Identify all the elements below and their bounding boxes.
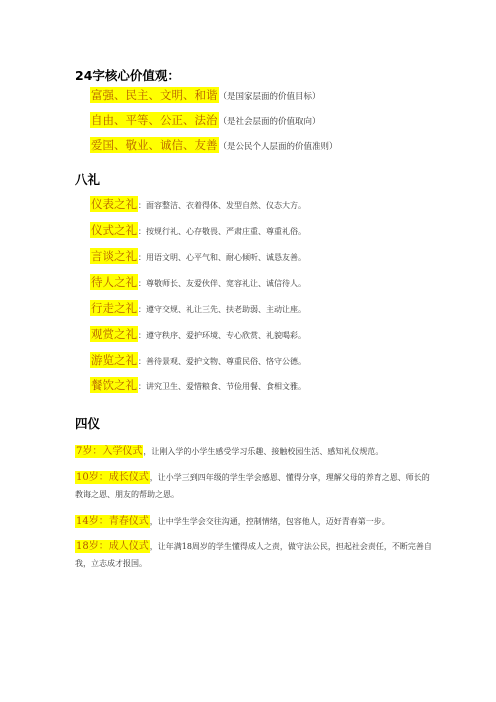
etiquette-sep-5: ： (138, 305, 146, 314)
etiquette-desc-6: 遵守秩序、爱护环境、专心欣赏、礼貌喝彩。 (146, 331, 306, 340)
value-line-1 (90, 88, 321, 104)
value-key-1: 富强、民主、文明、和谐 (91, 88, 218, 102)
etiquette-key-6: 观赏之礼 (91, 327, 137, 341)
etiquette-sep-6: ： (138, 331, 146, 340)
rite-key-2: 10岁：成长仪式 (76, 472, 149, 483)
rite-para-4 (75, 539, 437, 572)
value-note-2: （是社会层面的价值取向） (218, 117, 321, 127)
rite-sep-3: ， (149, 517, 158, 526)
value-line-3 (90, 138, 338, 154)
rite-para-1 (75, 444, 437, 461)
rite-sep-2: ， (149, 473, 158, 482)
etiquette-key-1: 仪表之礼 (91, 197, 137, 211)
value-key-2: 自由、平等、公正、法治 (91, 113, 218, 127)
etiquette-key-8: 餐饮之礼 (91, 378, 137, 392)
etiquette-sep-3: ： (138, 253, 146, 262)
values-title: 24字核心价值观： (75, 68, 180, 83)
rite-para-2 (75, 470, 437, 503)
etiquette-line-8 (90, 378, 306, 394)
rite-para-3 (75, 514, 437, 531)
etiquette-sep-4: ： (138, 279, 146, 288)
etiquette-desc-8: 讲究卫生、爱惜粮食、节俭用餐、食相文雅。 (146, 382, 306, 391)
etiquette-desc-4: 尊敬师长、友爱伙伴、宽容礼让、诚信待人。 (146, 279, 306, 288)
etiquette-sep-1: ： (138, 201, 146, 210)
rites-title: 四仪 (75, 416, 101, 431)
value-note-1: （是国家层面的价值目标） (218, 92, 321, 102)
etiquette-desc-1: 面容整洁、衣着得体、发型自然、仪态大方。 (146, 201, 306, 210)
etiquette-line-7 (90, 353, 306, 369)
value-note-3: （是公民个人层面的价值准则） (218, 142, 338, 152)
rite-key-1: 7岁：入学仪式 (76, 446, 143, 457)
etiquette-key-3: 言谈之礼 (91, 249, 137, 263)
etiquette-sep-7: ： (138, 357, 146, 366)
etiquette-line-4 (90, 275, 306, 291)
rite-key-4: 18岁：成人仪式 (76, 541, 149, 552)
etiquette-desc-5: 遵守交规、礼让三先、扶老助弱、主动让座。 (146, 305, 306, 314)
rite-desc-4: 让年满18周岁的学生懂得成人之责，做守法公民，担起社会责任，不断完善自我，立志成才报国。 (75, 542, 432, 568)
etiquette-key-5: 行走之礼 (91, 301, 137, 315)
rite-sep-4: ， (149, 542, 158, 551)
etiquette-key-7: 游览之礼 (91, 353, 137, 367)
etiquette-sep-2: ： (138, 227, 146, 236)
etiquette-desc-7: 善待景观、爱护文物、尊重民俗、恪守公德。 (146, 357, 306, 366)
rite-desc-3: 让中学生学会交往沟通，控制情绪，包容他人，迈好青春第一步。 (157, 517, 390, 526)
etiquette-line-1 (90, 197, 306, 213)
value-line-2 (90, 113, 321, 129)
etiquette-key-4: 待人之礼 (91, 275, 137, 289)
rite-desc-2: 让小学三到四年级的学生学会感恩、懂得分享，理解父母的养育之恩、师长的教诲之恩、朋友的帮助之恩。 (75, 473, 430, 499)
etiquette-desc-2: 按规行礼、心存敬畏、严肃庄重、尊重礼俗。 (146, 227, 306, 236)
rite-key-3: 14岁：青春仪式 (76, 516, 149, 527)
rite-sep-1: ， (143, 447, 152, 456)
etiquette-title: 八礼 (75, 172, 101, 187)
etiquette-key-2: 仪式之礼 (91, 223, 137, 237)
etiquette-sep-8: ： (138, 382, 146, 391)
etiquette-line-5 (90, 301, 306, 317)
etiquette-line-6 (90, 327, 306, 343)
etiquette-line-3 (90, 249, 306, 265)
rite-desc-1: 让刚入学的小学生感受学习乐趣、接触校园生活、感知礼仪规范。 (151, 447, 384, 456)
etiquette-line-2 (90, 223, 306, 239)
etiquette-desc-3: 用语文明、心平气和、耐心倾听、诚恳友善。 (146, 253, 306, 262)
value-key-3: 爱国、敬业、诚信、友善 (91, 138, 218, 152)
